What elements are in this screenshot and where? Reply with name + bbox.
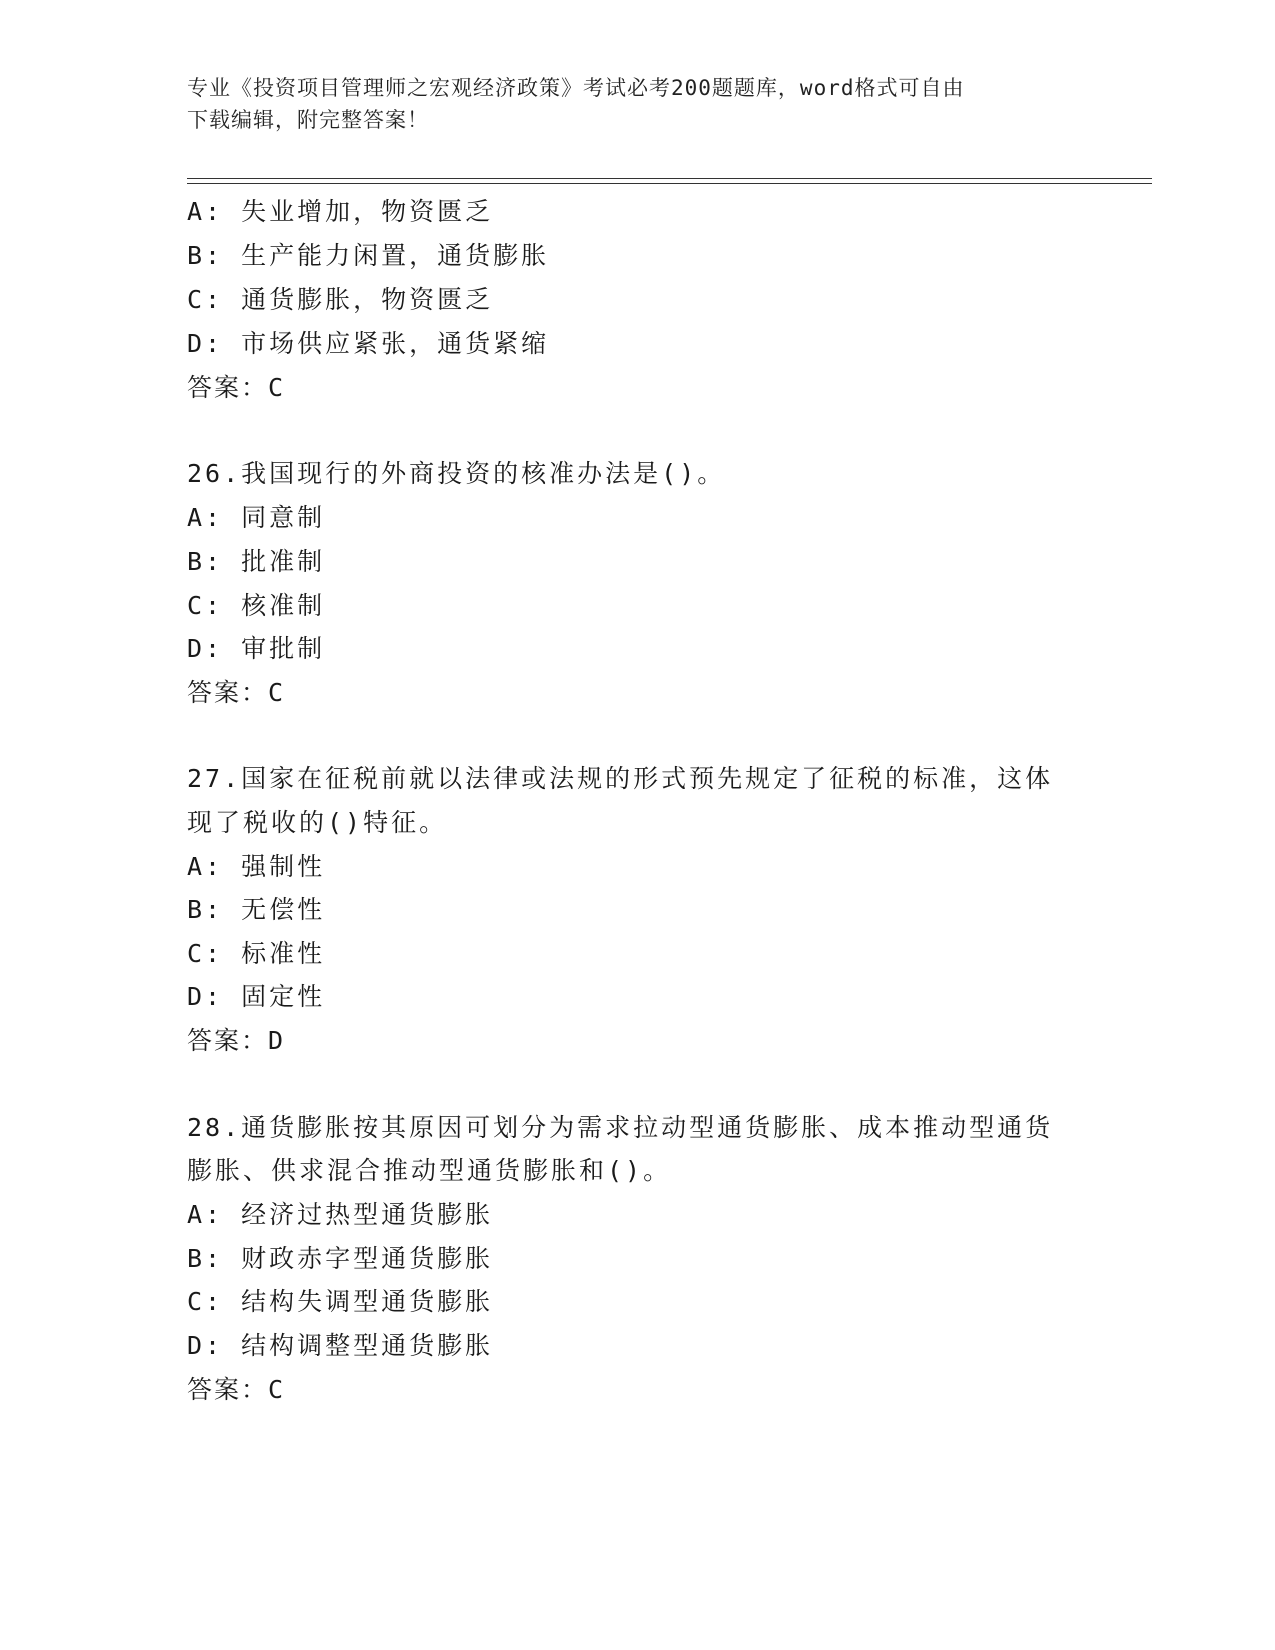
question-28-option-b: B: 财政赤字型通货膨胀: [187, 1244, 494, 1273]
question-26-option-a: A: 同意制: [187, 503, 326, 532]
prev-option-c: C: 通货膨胀，物资匮乏: [187, 285, 494, 314]
question-28-option-a: A: 经济过热型通货膨胀: [187, 1200, 494, 1229]
question-27-option-d: D: 固定性: [187, 982, 326, 1011]
question-27-text-line-2: 现了税收的()特征。: [187, 808, 448, 837]
question-27-answer: 答案：D: [187, 1026, 286, 1055]
document-header: [187, 72, 1087, 136]
prev-answer: 答案：C: [187, 373, 286, 402]
prev-option-b: B: 生产能力闲置，通货膨胀: [187, 241, 550, 270]
question-27-option-c: C: 标准性: [187, 939, 326, 968]
question-26-option-d: D: 审批制: [187, 634, 326, 663]
prev-option-a: A: 失业增加，物资匮乏: [187, 197, 494, 226]
question-26-answer: 答案：C: [187, 678, 286, 707]
question-27-option-a: A: 强制性: [187, 852, 326, 881]
question-28-option-d: D: 结构调整型通货膨胀: [187, 1331, 494, 1360]
header-line-2: 下载编辑，附完整答案！: [187, 108, 429, 132]
question-26-option-b: B: 批准制: [187, 547, 326, 576]
question-28-option-c: C: 结构失调型通货膨胀: [187, 1287, 494, 1316]
question-28-answer: 答案：C: [187, 1375, 286, 1404]
question-28-text-line-2: 膨胀、供求混合推动型通货膨胀和()。: [187, 1156, 672, 1185]
question-26-text: 26.我国现行的外商投资的核准办法是()。: [187, 459, 726, 488]
question-27-option-b: B: 无偿性: [187, 895, 326, 924]
header-divider-bottom: [187, 183, 1152, 184]
prev-option-d: D: 市场供应紧张，通货紧缩: [187, 329, 550, 358]
question-26-option-c: C: 核准制: [187, 591, 326, 620]
question-28-text-line-1: 28.通货膨胀按其原因可划分为需求拉动型通货膨胀、成本推动型通货: [187, 1113, 1054, 1142]
header-divider-top: [187, 178, 1152, 179]
question-27-text-line-1: 27.国家在征税前就以法律或法规的形式预先规定了征税的标准，这体: [187, 764, 1054, 793]
header-line-1: 专业《投资项目管理师之宏观经济政策》考试必考200题题库，word格式可自由: [187, 76, 965, 100]
